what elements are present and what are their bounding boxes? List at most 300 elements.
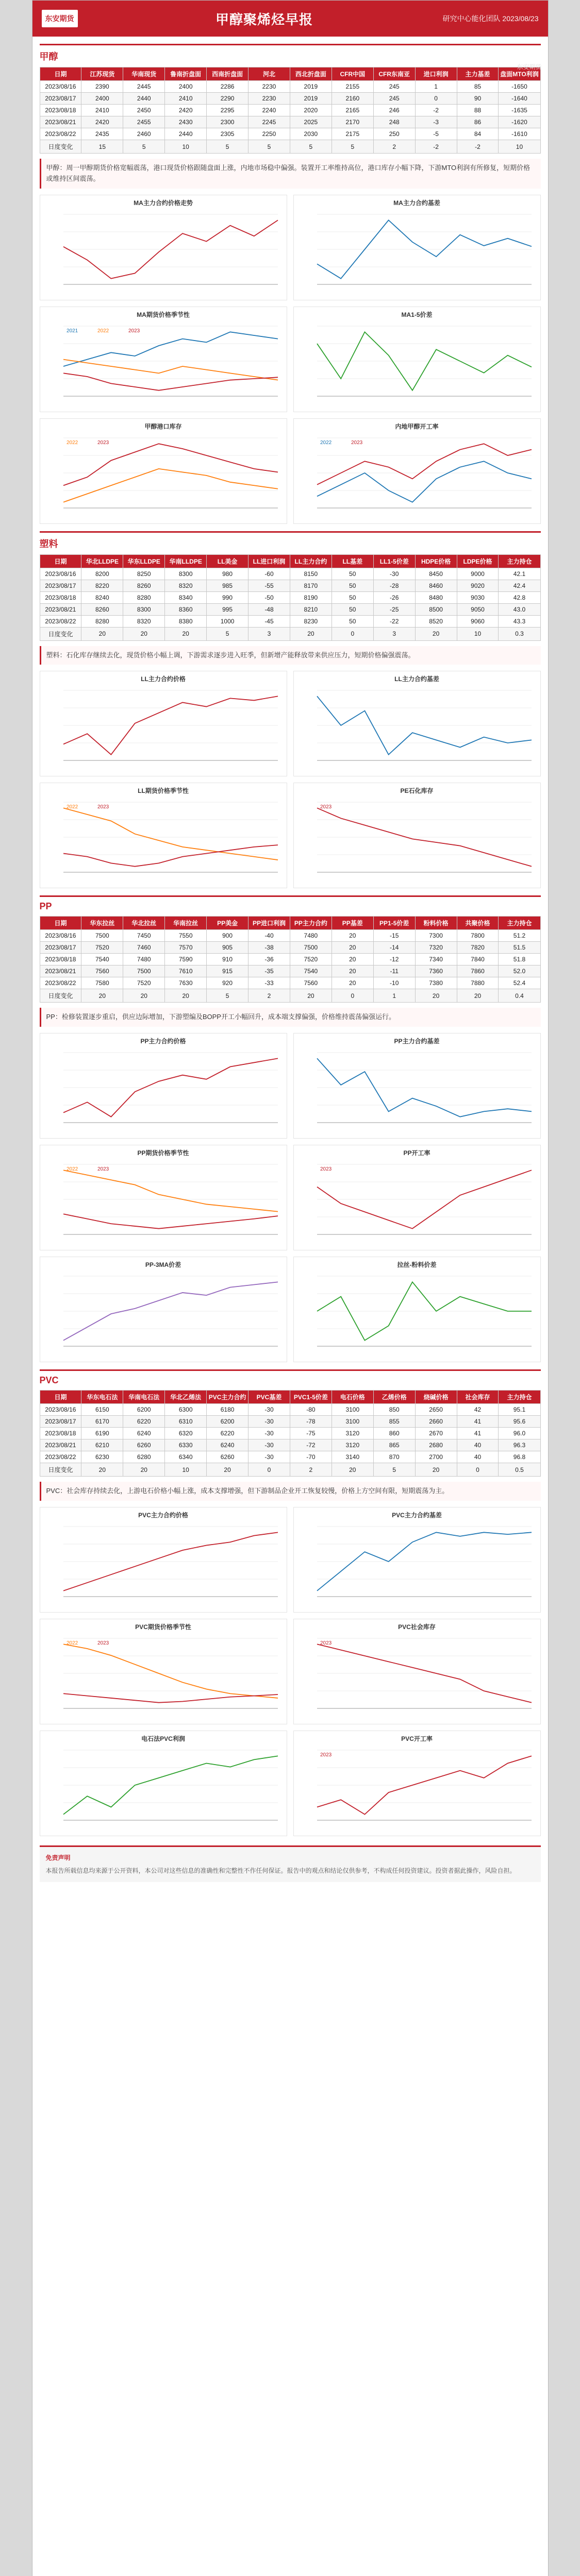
table-cell: 7480 xyxy=(123,954,165,965)
table-row xyxy=(40,615,540,627)
table-cell: -11 xyxy=(373,965,415,977)
table-cell: 2230 xyxy=(248,93,290,105)
table-cell: 8320 xyxy=(165,580,207,591)
table-cell: 850 xyxy=(373,1404,415,1416)
table-cell: 8200 xyxy=(81,568,123,580)
table-cell: 2445 xyxy=(123,81,165,93)
table-cell: 2400 xyxy=(165,81,207,93)
table-cell: 42 xyxy=(457,1404,499,1416)
table-cell: 3100 xyxy=(332,1404,373,1416)
table-cell: 2020 xyxy=(290,105,332,116)
table-cell: 6200 xyxy=(123,1404,165,1416)
table-cell: -26 xyxy=(373,591,415,603)
table-cell: 3120 xyxy=(332,1428,373,1439)
chart-canvas xyxy=(43,433,284,520)
table-cell: 51.2 xyxy=(499,930,540,942)
table-cell: 95.6 xyxy=(499,1416,540,1428)
chart-canvas xyxy=(297,209,537,297)
chart xyxy=(40,1731,287,1836)
chart-title: 甲醇港口库存 xyxy=(144,422,182,430)
chart-title: LL期货价格季节性 xyxy=(138,787,189,795)
table-row xyxy=(40,977,540,989)
table-header: 华北乙烯法 xyxy=(165,1391,207,1404)
table-cell: 900 xyxy=(207,930,248,942)
chart xyxy=(293,1731,541,1836)
table-cell: 8360 xyxy=(165,603,207,615)
table-header: 日期 xyxy=(40,67,81,81)
table-cell: 8480 xyxy=(415,591,457,603)
table-cell: 0 xyxy=(332,989,373,1003)
table-header: 华南现货 xyxy=(123,67,165,81)
table-header: PP1-5价差 xyxy=(373,917,415,930)
legend-entry: 2022 xyxy=(320,439,332,446)
table-cell: 2250 xyxy=(248,128,290,140)
table-cell: 2300 xyxy=(207,116,248,128)
chart xyxy=(40,1507,287,1613)
table-cell: -30 xyxy=(248,1428,290,1439)
table-cell: 85 xyxy=(457,81,499,93)
table-cell: 6300 xyxy=(165,1404,207,1416)
table-header: 华东电石法 xyxy=(81,1391,123,1404)
table-cell: 9050 xyxy=(457,603,499,615)
table-cell: 2023/08/22 xyxy=(40,977,81,989)
table-cell: 6180 xyxy=(207,1404,248,1416)
legend-entry: 2023 xyxy=(97,804,109,810)
table-header: PP进口利润 xyxy=(248,917,290,930)
table-cell: -10 xyxy=(373,977,415,989)
table-cell: 1000 xyxy=(207,615,248,627)
table-cell: 2286 xyxy=(207,81,248,93)
table-cell: 8250 xyxy=(123,568,165,580)
table-cell: 8500 xyxy=(415,603,457,615)
report-header xyxy=(32,1,548,37)
table-header: 华东LLDPE xyxy=(123,554,165,568)
table-cell: 2023/08/18 xyxy=(40,954,81,965)
table-cell: 2460 xyxy=(123,128,165,140)
table-cell: 41 xyxy=(457,1416,499,1428)
chart xyxy=(293,783,541,888)
table-cell: 5 xyxy=(332,140,373,154)
table-row xyxy=(40,942,540,954)
table-cell: 2410 xyxy=(81,105,123,116)
table-cell: 50 xyxy=(332,580,373,591)
table-cell: 2023/08/18 xyxy=(40,1428,81,1439)
table-cell: 2023/08/22 xyxy=(40,128,81,140)
table-cell: 1 xyxy=(415,81,457,93)
table-cell: 8280 xyxy=(123,591,165,603)
table-cell: -2 xyxy=(457,140,499,154)
table-cell: 2030 xyxy=(290,128,332,140)
table-cell: -1650 xyxy=(499,81,540,93)
table-cell: 20 xyxy=(457,989,499,1003)
commentary: 塑料：石化库存继续去化，现货价格小幅上调，下游需求逐步进入旺季，但新增产能释放带来供应压力，短期价格偏强震荡。 xyxy=(40,646,541,665)
legend-entry: 2022 xyxy=(66,439,78,446)
chart-canvas xyxy=(297,797,537,885)
table-cell: 8210 xyxy=(290,603,332,615)
table-cell: 7570 xyxy=(165,942,207,954)
chart xyxy=(40,1145,287,1250)
table-cell: 日度变化 xyxy=(40,627,81,640)
table-cell: -5 xyxy=(415,128,457,140)
table-row xyxy=(40,580,540,591)
table-row xyxy=(40,627,540,640)
table-cell: 2019 xyxy=(290,81,332,93)
table-cell: 96.8 xyxy=(499,1451,540,1463)
table-cell: 2023/08/16 xyxy=(40,930,81,942)
table-cell: -22 xyxy=(373,615,415,627)
table-cell: 5 xyxy=(207,140,248,154)
table-cell: 20 xyxy=(123,989,165,1003)
table-header: CFR东南亚 xyxy=(373,67,415,81)
table-cell: -48 xyxy=(248,603,290,615)
chart-title: MA主力合约价格走势 xyxy=(134,199,193,207)
series-line xyxy=(63,359,278,380)
table-cell: 90 xyxy=(457,93,499,105)
table-row xyxy=(40,116,540,128)
table-cell: 2420 xyxy=(81,116,123,128)
table-cell: 10 xyxy=(457,627,499,640)
table-cell: 2170 xyxy=(332,116,373,128)
table-cell: 7300 xyxy=(415,930,457,942)
table-cell: 2019 xyxy=(290,93,332,105)
table-cell: -12 xyxy=(373,954,415,965)
table-cell: 20 xyxy=(415,989,457,1003)
table-cell: 20 xyxy=(207,1463,248,1477)
price-table xyxy=(40,1390,541,1477)
legend-entry: 2022 xyxy=(66,1166,78,1173)
section-pp xyxy=(40,895,541,1362)
table-cell: 10 xyxy=(499,140,540,154)
table-header: PVC基差 xyxy=(248,1391,290,1404)
table-cell: 8260 xyxy=(81,603,123,615)
legend-entry: 2022 xyxy=(66,1640,78,1646)
table-cell: 2420 xyxy=(165,105,207,116)
chart-canvas xyxy=(43,1047,284,1135)
chart xyxy=(40,783,287,888)
table-row xyxy=(40,105,540,116)
table-cell: 20 xyxy=(123,627,165,640)
table-cell: 20 xyxy=(123,1463,165,1477)
table-cell: -30 xyxy=(248,1416,290,1428)
table-cell: -1640 xyxy=(499,93,540,105)
table-row xyxy=(40,81,540,93)
table-row xyxy=(40,140,540,154)
table-cell: 3140 xyxy=(332,1451,373,1463)
table-cell: 8260 xyxy=(123,580,165,591)
table-row xyxy=(40,591,540,603)
table-cell: 5 xyxy=(290,140,332,154)
disclaimer-text: 本报告所载信息均来源于公开资料，本公司对这些信息的准确性和完整性不作任何保证。报告中的观点和结论仅供参考，不构成任何投资建议。投资者据此操作，风险自担。 xyxy=(45,1867,516,1875)
table-cell: 20 xyxy=(290,989,332,1003)
chart-canvas xyxy=(43,1159,284,1247)
table-cell: 2660 xyxy=(415,1416,457,1428)
report-meta: 研究中心能化团队 2023/08/23 xyxy=(442,14,539,23)
chart-canvas xyxy=(297,685,537,773)
table-cell: 5 xyxy=(248,140,290,154)
legend-entry: 2022 xyxy=(97,328,109,334)
chart xyxy=(293,307,541,412)
table-cell: 2240 xyxy=(248,105,290,116)
table-row xyxy=(40,1416,540,1428)
table-cell: 7540 xyxy=(290,965,332,977)
table-cell: 245 xyxy=(373,81,415,93)
table-cell: 2670 xyxy=(415,1428,457,1439)
chart-canvas xyxy=(297,1271,537,1359)
table-cell: 7460 xyxy=(123,942,165,954)
table-cell: 8300 xyxy=(165,568,207,580)
table-cell: 2245 xyxy=(248,116,290,128)
chart xyxy=(40,195,287,300)
chart-title: PVC主力合约基差 xyxy=(392,1511,442,1519)
table-cell: 43.0 xyxy=(499,603,540,615)
table-cell: 20 xyxy=(415,627,457,640)
table-cell: 7520 xyxy=(81,942,123,954)
table-cell: 2023/08/16 xyxy=(40,1404,81,1416)
table-cell: -72 xyxy=(290,1439,332,1451)
table-header: PP主力合约 xyxy=(290,917,332,930)
chart-canvas xyxy=(43,1521,284,1609)
series-line xyxy=(63,1644,278,1698)
table-cell: 6280 xyxy=(123,1451,165,1463)
series-line xyxy=(63,808,278,860)
table-cell: 7590 xyxy=(165,954,207,965)
table-header: 社会库存 xyxy=(457,1391,499,1404)
legend-entry: 2023 xyxy=(97,439,109,446)
table-cell: 2023/08/17 xyxy=(40,93,81,105)
series-line xyxy=(63,468,278,502)
chart-title: PP主力合约基差 xyxy=(394,1038,440,1045)
table-row xyxy=(40,93,540,105)
table-header: 盘面MTO利润 xyxy=(499,67,540,81)
table-cell: 2023/08/18 xyxy=(40,105,81,116)
chart-canvas xyxy=(297,1633,537,1721)
table-header: 华北LLDPE xyxy=(81,554,123,568)
chart-canvas xyxy=(43,321,284,409)
table-cell: 990 xyxy=(207,591,248,603)
table-cell: 88 xyxy=(457,105,499,116)
chart-canvas xyxy=(43,1271,284,1359)
table-cell: 15 xyxy=(81,140,123,154)
table-cell: 日度变化 xyxy=(40,1463,81,1477)
table-cell: 8450 xyxy=(415,568,457,580)
table-cell: 6260 xyxy=(207,1451,248,1463)
table-cell: 7550 xyxy=(165,930,207,942)
chart-canvas xyxy=(43,1633,284,1721)
series-line xyxy=(63,1171,278,1212)
table-cell: 2650 xyxy=(415,1404,457,1416)
chart-title: PP开工率 xyxy=(403,1149,430,1157)
table-cell: 6340 xyxy=(165,1451,207,1463)
table-cell: 860 xyxy=(373,1428,415,1439)
table-cell: 42.8 xyxy=(499,591,540,603)
table-cell: 7450 xyxy=(123,930,165,942)
chart xyxy=(40,1257,287,1362)
table-row xyxy=(40,965,540,977)
table-header: 日期 xyxy=(40,1391,81,1404)
table-cell: 8220 xyxy=(81,580,123,591)
table-cell: 2023/08/21 xyxy=(40,965,81,977)
chart-title: 内地甲醇开工率 xyxy=(395,422,439,430)
table-header: 华东拉丝 xyxy=(81,917,123,930)
table-cell: 6310 xyxy=(165,1416,207,1428)
chart-title: PVC期货价格季节性 xyxy=(135,1623,191,1631)
chart-title: MA主力合约基差 xyxy=(393,199,440,207)
table-row xyxy=(40,568,540,580)
chart-title: PE石化库存 xyxy=(400,787,434,795)
table-cell: 6260 xyxy=(123,1439,165,1451)
price-table xyxy=(40,67,541,154)
table-cell: 2023/08/17 xyxy=(40,580,81,591)
table-cell: 42.1 xyxy=(499,568,540,580)
table-header: 华南电石法 xyxy=(123,1391,165,1404)
chart-grid xyxy=(40,1507,541,1836)
table-cell: 2680 xyxy=(415,1439,457,1451)
table-cell: 20 xyxy=(81,1463,123,1477)
table-cell: -50 xyxy=(248,591,290,603)
chart-title: LL主力合约基差 xyxy=(394,675,439,683)
company-logo: 东安期货 xyxy=(42,10,78,27)
table-cell: -30 xyxy=(373,568,415,580)
table-header: 粉料价格 xyxy=(415,917,457,930)
table-cell: 2410 xyxy=(165,93,207,105)
table-cell: 8230 xyxy=(290,615,332,627)
table-cell: 2025 xyxy=(290,116,332,128)
table-cell: 5 xyxy=(207,989,248,1003)
table-cell: 20 xyxy=(332,965,373,977)
table-cell: 0 xyxy=(457,1463,499,1477)
table-cell: 865 xyxy=(373,1439,415,1451)
chart-grid xyxy=(40,671,541,888)
table-cell: 6200 xyxy=(207,1416,248,1428)
table-cell: 8300 xyxy=(123,603,165,615)
table-cell: 2 xyxy=(373,140,415,154)
table-cell: 20 xyxy=(81,627,123,640)
table-cell: 20 xyxy=(332,954,373,965)
chart-canvas xyxy=(297,1745,537,1833)
table-cell: -60 xyxy=(248,568,290,580)
table-row xyxy=(40,1451,540,1463)
table-cell: 995 xyxy=(207,603,248,615)
chart-canvas xyxy=(43,797,284,885)
table-row xyxy=(40,1463,540,1477)
series-line xyxy=(63,444,278,485)
table-cell: 6150 xyxy=(81,1404,123,1416)
table-cell: -70 xyxy=(290,1451,332,1463)
table-header: 河北 xyxy=(248,67,290,81)
chart-grid xyxy=(40,1033,541,1362)
table-cell: 2450 xyxy=(123,105,165,116)
section-title: 塑料 xyxy=(39,538,58,549)
chart xyxy=(293,1257,541,1362)
table-cell: 2290 xyxy=(207,93,248,105)
table-cell: 8340 xyxy=(165,591,207,603)
legend-entry: 2023 xyxy=(128,328,140,334)
table-cell: 6240 xyxy=(123,1428,165,1439)
legend-entry: 2021 xyxy=(66,328,78,334)
table-cell: 96.3 xyxy=(499,1439,540,1451)
table-cell: -30 xyxy=(248,1451,290,1463)
chart-title: 拉丝-粉料价差 xyxy=(397,1261,437,1269)
table-header: CFR中国 xyxy=(332,67,373,81)
table-cell: 2155 xyxy=(332,81,373,93)
table-row xyxy=(40,989,540,1003)
sections-root xyxy=(32,44,548,1836)
table-cell: 10 xyxy=(165,140,207,154)
table-cell: 0.5 xyxy=(499,1463,540,1477)
table-cell: 2023/08/18 xyxy=(40,591,81,603)
table-cell: -1620 xyxy=(499,116,540,128)
table-cell: 2455 xyxy=(123,116,165,128)
table-cell: 50 xyxy=(332,615,373,627)
table-cell: 96.0 xyxy=(499,1428,540,1439)
table-cell: 6330 xyxy=(165,1439,207,1451)
table-cell: 95.1 xyxy=(499,1404,540,1416)
table-cell: 42.4 xyxy=(499,580,540,591)
table-cell: 2440 xyxy=(123,93,165,105)
table-header: 进口利润 xyxy=(415,67,457,81)
table-cell: 0.3 xyxy=(499,627,540,640)
table-cell: 41 xyxy=(457,1428,499,1439)
table-row xyxy=(40,128,540,140)
table-cell: 7560 xyxy=(81,965,123,977)
table-cell: 7580 xyxy=(81,977,123,989)
table-cell: 9000 xyxy=(457,568,499,580)
table-cell: -25 xyxy=(373,603,415,615)
table-cell: -55 xyxy=(248,580,290,591)
chart-title: LL主力合约价格 xyxy=(141,675,186,683)
table-cell: 870 xyxy=(373,1451,415,1463)
chart-title: MA期货价格季节性 xyxy=(137,311,190,318)
section-methanol xyxy=(40,44,541,524)
table-cell: 7340 xyxy=(415,954,457,965)
table-cell: 2700 xyxy=(415,1451,457,1463)
table-cell: 7840 xyxy=(457,954,499,965)
chart xyxy=(40,1033,287,1139)
table-cell: 6190 xyxy=(81,1428,123,1439)
chart-canvas xyxy=(297,321,537,409)
table-cell: 20 xyxy=(165,627,207,640)
table-cell: 7630 xyxy=(165,977,207,989)
table-header: PVC主力合约 xyxy=(207,1391,248,1404)
table-cell: -45 xyxy=(248,615,290,627)
chart-title: PVC主力合约价格 xyxy=(138,1511,188,1519)
section-title: PVC xyxy=(39,1375,59,1386)
chart xyxy=(40,671,287,776)
chart-canvas xyxy=(43,209,284,297)
table-cell: 2 xyxy=(248,989,290,1003)
table-cell: 2023/08/16 xyxy=(40,81,81,93)
table-cell: -78 xyxy=(290,1416,332,1428)
table-cell: 5 xyxy=(207,627,248,640)
table-cell: 20 xyxy=(332,930,373,942)
chart-title: PVC社会库存 xyxy=(398,1623,436,1631)
price-table xyxy=(40,916,541,1003)
chart-title: 电石法PVC利润 xyxy=(141,1735,185,1742)
table-cell: 8320 xyxy=(123,615,165,627)
series-line xyxy=(317,461,532,502)
table-cell: -1610 xyxy=(499,128,540,140)
table-cell: 7860 xyxy=(457,965,499,977)
report-page xyxy=(32,0,549,2576)
table-cell: 2023/08/21 xyxy=(40,1439,81,1451)
table-cell: 20 xyxy=(165,989,207,1003)
table-cell: 9020 xyxy=(457,580,499,591)
table-cell: 2440 xyxy=(165,128,207,140)
table-cell: 6220 xyxy=(123,1416,165,1428)
table-header: 共聚价格 xyxy=(457,917,499,930)
table-cell: 7360 xyxy=(415,965,457,977)
table-cell: 7320 xyxy=(415,942,457,954)
